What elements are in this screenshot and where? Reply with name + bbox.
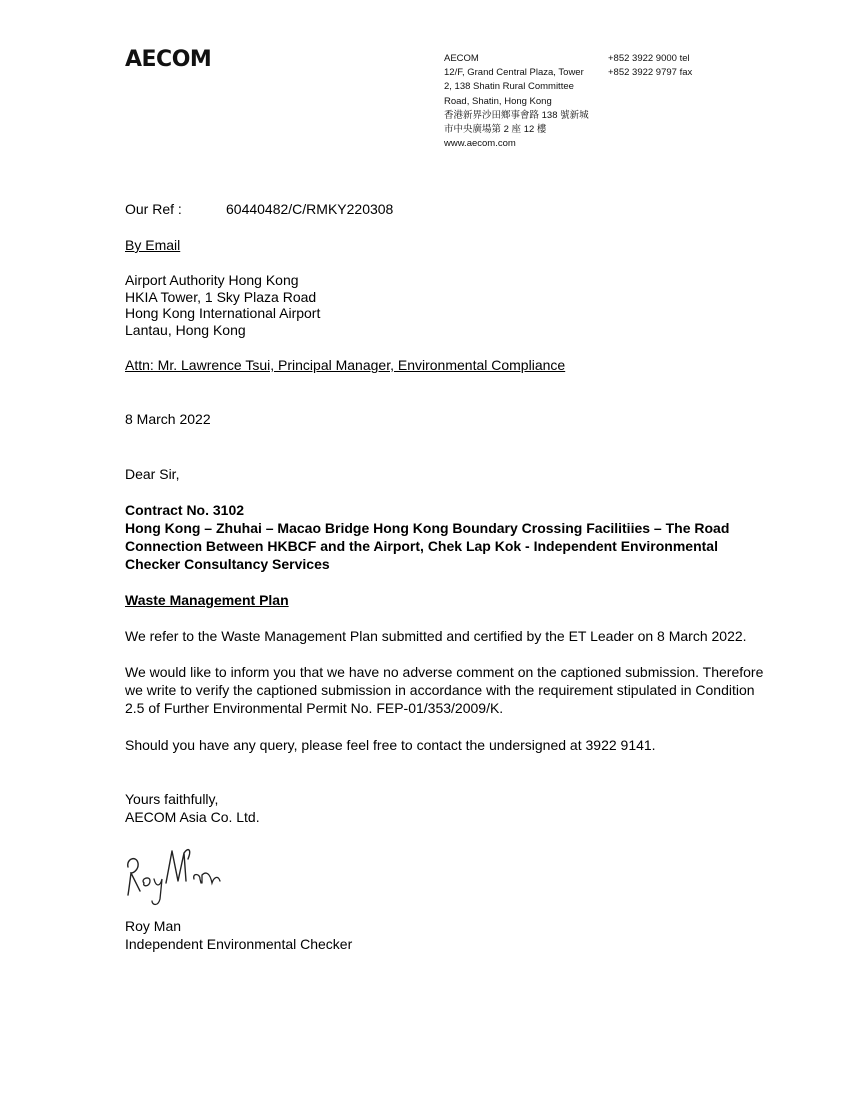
delivery-method: By Email bbox=[125, 237, 181, 253]
aecom-logo: AECOM bbox=[125, 47, 212, 72]
contact-numbers bbox=[608, 52, 692, 80]
signatory-title: Independent Environmental Checker bbox=[125, 936, 353, 952]
address-line: 2, 138 Shatin Rural Committee bbox=[444, 81, 574, 93]
closing bbox=[125, 790, 260, 826]
address-line: AECOM bbox=[444, 53, 479, 64]
reference-number: 60440482/C/RMKY220308 bbox=[226, 201, 394, 217]
company-address bbox=[444, 52, 589, 151]
company-name: AECOM Asia Co. Ltd. bbox=[125, 809, 260, 825]
complimentary-close: Yours faithfully, bbox=[125, 791, 219, 807]
paragraph-verification: We would like to inform you that we have no adverse comment on the captioned submission. Therefore we write to verify the captioned submission in accordance with the requirement stipulated in Condition 2.5 of Further Environmental Permit No. FEP-01/353/2009/K. bbox=[125, 664, 764, 716]
website: www.aecom.com bbox=[444, 138, 516, 150]
address-line: 市中央廣場第 2 座 12 樓 bbox=[444, 124, 547, 136]
paragraph-reference: We refer to the Waste Management Plan submitted and certified by the ET Leader on 8 March 2022. bbox=[125, 628, 747, 644]
recipient-line: Airport Authority Hong Kong bbox=[125, 272, 299, 288]
address-line: 12/F, Grand Central Plaza, Tower bbox=[444, 67, 584, 79]
signatory bbox=[125, 917, 352, 953]
contract-number: Contract No. 3102 bbox=[125, 502, 245, 518]
recipient-line: HKIA Tower, 1 Sky Plaza Road bbox=[125, 288, 317, 305]
attention-line: Attn: Mr. Lawrence Tsui, Principal Manager, Environmental Compliance bbox=[125, 357, 566, 373]
signatory-name: Roy Man bbox=[125, 918, 182, 934]
handwritten-signature bbox=[122, 845, 242, 915]
fax: +852 3922 9797 fax bbox=[608, 67, 693, 79]
paragraph-contact: Should you have any query, please feel free to contact the undersigned at 3922 9141. bbox=[125, 737, 656, 753]
telephone: +852 3922 9000 tel bbox=[608, 53, 690, 64]
subject-title: Hong Kong – Zhuhai – Macao Bridge Hong Kong Boundary Crossing Facilitiies – The Road Connection Between HKBCF and the Airport, Chek Lap Kok - Independent Environmental Checker Consultancy Services bbox=[125, 520, 730, 572]
recipient-line: Lantau, Hong Kong bbox=[125, 321, 246, 338]
salutation: Dear Sir, bbox=[125, 466, 180, 482]
reference-label: Our Ref : bbox=[125, 201, 182, 217]
address-line: Road, Shatin, Hong Kong bbox=[444, 95, 552, 107]
recipient-line: Hong Kong International Airport bbox=[125, 305, 321, 321]
address-line: 香港新界沙田鄉事會路 138 號新城 bbox=[444, 109, 589, 121]
recipient-address bbox=[125, 272, 320, 338]
subject-block bbox=[125, 501, 765, 573]
topic-heading: Waste Management Plan bbox=[125, 592, 289, 608]
letter-date: 8 March 2022 bbox=[125, 411, 211, 427]
